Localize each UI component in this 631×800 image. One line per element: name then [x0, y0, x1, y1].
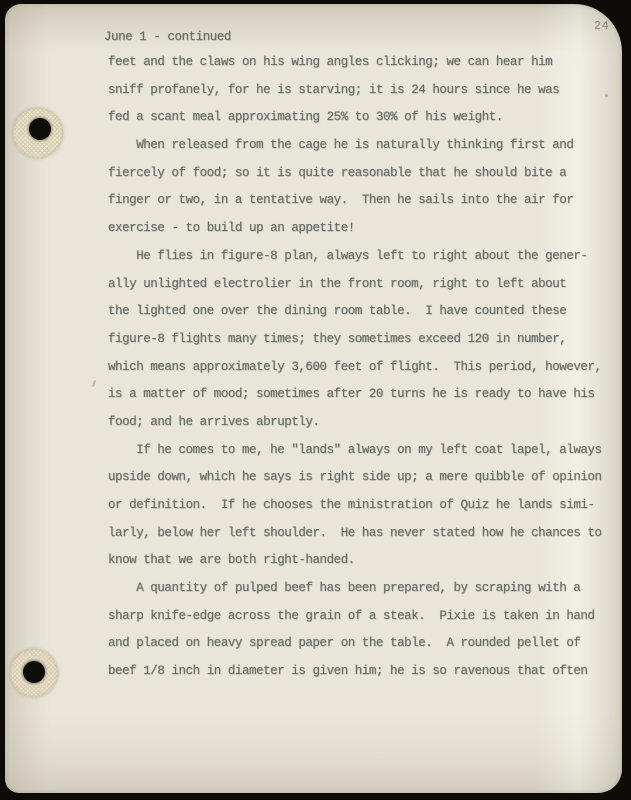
- punch-hole-icon: [29, 118, 51, 140]
- typed-line: feet and the claws on his wing angles clicking; we can hear him: [108, 55, 553, 69]
- typed-line: the lighted one over the dining room table. I have counted these: [108, 304, 567, 319]
- typed-line: or definition. If he chooses the ministration of Quiz he lands simi-: [108, 498, 595, 512]
- typed-line: sniff profanely, for he is starving; it is 24 hours since he was: [108, 82, 560, 97]
- typed-line: If he comes to me, he "lands" always on my left coat lapel, always: [108, 442, 602, 457]
- page-heading: June 1 - continued: [104, 30, 231, 44]
- typed-line: When released from the cage he is naturally thinking first and: [108, 138, 574, 153]
- hole-punch-reinforcement-top: [13, 108, 63, 158]
- typed-line: food; and he arrives abruptly.: [108, 414, 320, 429]
- typed-line: upside down, which he says is right side up; a mere quibble of opinion: [108, 470, 602, 485]
- typed-line: A quantity of pulped beef has been prepared, by scraping with a: [108, 581, 581, 596]
- typed-line: He flies in figure-8 plan, always left to right about the gener-: [108, 248, 588, 263]
- typed-line: fed a scant meal approximating 25% to 30% of his weight.: [108, 110, 503, 125]
- typed-line: know that we are both right-handed.: [108, 553, 355, 568]
- typed-line: beef 1/8 inch in diameter is given him; he is so ravenous that often: [108, 664, 588, 679]
- typed-line: figure-8 flights many times; they sometimes exceed 120 in number,: [108, 331, 567, 346]
- typed-line: is a matter of mood; sometimes after 20 turns he is ready to have his: [108, 387, 595, 402]
- typed-line: and placed on heavy spread paper on the table. A rounded pellet of: [108, 636, 581, 651]
- typed-line: which means approximately 3,600 feet of flight. This period, however,: [108, 359, 602, 374]
- typewritten-body: [108, 49, 620, 686]
- page-number: 24: [594, 20, 610, 33]
- hole-punch-reinforcement-bottom: [10, 649, 58, 697]
- typed-line: ally unlighted electrolier in the front room, right to left about: [108, 276, 567, 291]
- typed-line: larly, below her left shoulder. He has never stated how he chances to: [108, 525, 602, 540]
- stray-mark: [92, 380, 96, 387]
- typed-line: fiercely of food; so it is quite reasonable that he should bite a: [108, 165, 567, 180]
- typed-line: sharp knife-edge across the grain of a steak. Pixie is taken in hand: [108, 608, 595, 623]
- typed-line: finger or two, in a tentative way. Then he sails into the air for: [108, 193, 574, 208]
- punch-hole-icon: [23, 661, 45, 683]
- typed-line: exercise - to build up an appetite!: [108, 221, 355, 236]
